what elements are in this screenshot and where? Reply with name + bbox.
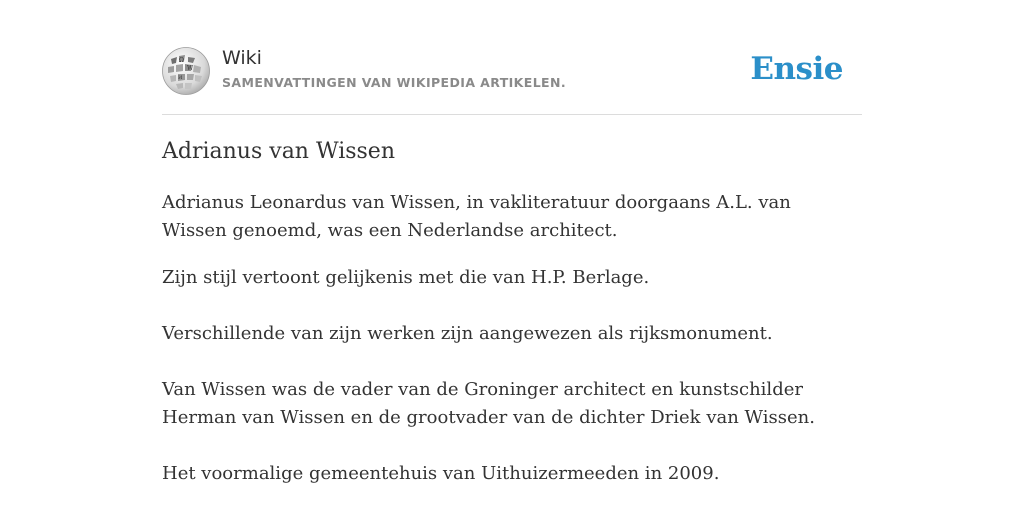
article-content: [162, 137, 852, 488]
site-name[interactable]: Wiki: [222, 47, 262, 69]
site-header: [162, 44, 862, 115]
article-paragraph: Het voormalige gemeentehuis van Uithuizermeeden in 2009.: [162, 463, 720, 484]
article-title: Adrianus van Wissen: [162, 139, 395, 164]
article-paragraph: Van Wissen was de vader van de Groninger architect en kunstschilder Herman van Wissen en de grootvader van de dichter Driek van Wissen.: [162, 379, 815, 428]
wikipedia-globe-icon: [162, 47, 210, 95]
article-paragraph: Adrianus Leonardus van Wissen, in vakliteratuur doorgaans A.L. van Wissen genoemd, was een Nederlandse architect.: [162, 192, 791, 241]
svg-text:Ω: Ω: [179, 57, 184, 64]
ensie-logo-link[interactable]: Ensie: [750, 51, 843, 87]
svg-text:И: И: [178, 75, 183, 81]
article-paragraph: Verschillende van zijn werken zijn aangewezen als rijksmonument.: [162, 323, 773, 344]
site-tagline: SAMENVATTINGEN VAN WIKIPEDIA ARTIKELEN.: [222, 75, 567, 90]
article-paragraph: Zijn stijl vertoont gelijkenis met die van H.P. Berlage.: [162, 267, 650, 288]
svg-text:W: W: [187, 65, 194, 72]
